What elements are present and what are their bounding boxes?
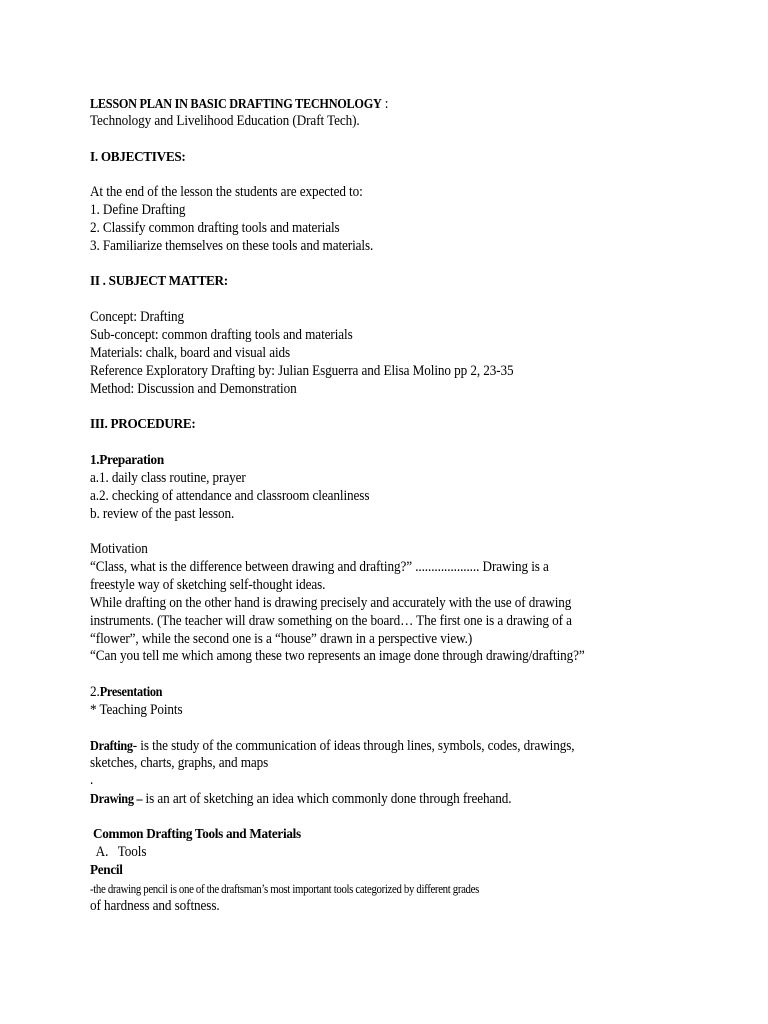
drafting-definition (90, 737, 574, 755)
motivation-heading: Motivation (90, 541, 148, 557)
lesson-subtitle: Technology and Livelihood Education (Draft Tech). (90, 113, 360, 129)
preparation-item: b. review of the past lesson. (90, 506, 235, 522)
objective-item: 2. Classify common drafting tools and materials (90, 220, 340, 236)
motivation-line: “flower”, while the second one is a “house” drawn in a perspective view.) (90, 631, 473, 647)
lesson-title (90, 95, 388, 113)
procedure-heading: III. PROCEDURE: (90, 416, 196, 431)
sub-concept-line: Sub-concept: common drafting tools and materials (90, 327, 353, 343)
tools-subheading: A. Tools (90, 844, 147, 860)
preparation-item: a.2. checking of attendance and classroom cleanliness (90, 488, 370, 504)
objectives-intro: At the end of the lesson the students are expected to: (90, 184, 363, 200)
presentation-heading (90, 683, 162, 701)
motivation-line: “Can you tell me which among these two represents an image done through drawing/drafting?” (90, 648, 585, 664)
drafting-definition-text: - is the study of the communication of ideas through lines, symbols, codes, drawings, (132, 738, 575, 754)
method-line: Method: Discussion and Demonstration (90, 381, 297, 397)
motivation-line: instruments. (The teacher will draw something on the board… The first one is a drawing of a (90, 613, 572, 629)
drawing-definition (90, 790, 511, 808)
motivation-line: While drafting on the other hand is drawing precisely and accurately with the use of drawing (90, 595, 572, 611)
drawing-term: Drawing – (90, 791, 143, 806)
motivation-line: “Class, what is the difference between drawing and drafting?” .................... Drawing is a (90, 559, 549, 575)
pencil-heading: Pencil (90, 862, 123, 877)
stray-dot: . (90, 772, 94, 788)
pencil-description-cont: of hardness and softness. (90, 898, 220, 914)
motivation-line: freestyle way of sketching self-thought ideas. (90, 577, 326, 593)
presentation-title: Presentation (99, 684, 163, 699)
title-colon: : (381, 96, 389, 112)
objectives-heading: I. OBJECTIVES: (90, 149, 186, 164)
drawing-definition-text: is an art of sketching an idea which commonly done through freehand. (142, 791, 512, 807)
tools-heading: Common Drafting Tools and Materials (90, 826, 301, 841)
drafting-term: Drafting (90, 738, 133, 753)
objective-item: 1. Define Drafting (90, 202, 186, 218)
objective-item: 3. Familiarize themselves on these tools and materials. (90, 238, 374, 254)
pencil-description: -the drawing pencil is one of the draftsman’s most important tools categorized by different grades (90, 882, 479, 896)
teaching-points: * Teaching Points (90, 702, 183, 718)
presentation-number: 2. (90, 684, 100, 700)
drafting-definition-cont: sketches, charts, graphs, and maps (90, 755, 269, 771)
subject-matter-heading: II . SUBJECT MATTER: (90, 273, 228, 288)
preparation-heading: 1.Preparation (90, 452, 164, 467)
reference-line: Reference Exploratory Drafting by: Julian Esguerra and Elisa Molino pp 2, 23-35 (90, 363, 514, 379)
concept-line: Concept: Drafting (90, 309, 185, 325)
preparation-item: a.1. daily class routine, prayer (90, 470, 246, 486)
title-bold-text: LESSON PLAN IN BASIC DRAFTING TECHNOLOGY (90, 96, 382, 111)
materials-line: Materials: chalk, board and visual aids (90, 345, 291, 361)
